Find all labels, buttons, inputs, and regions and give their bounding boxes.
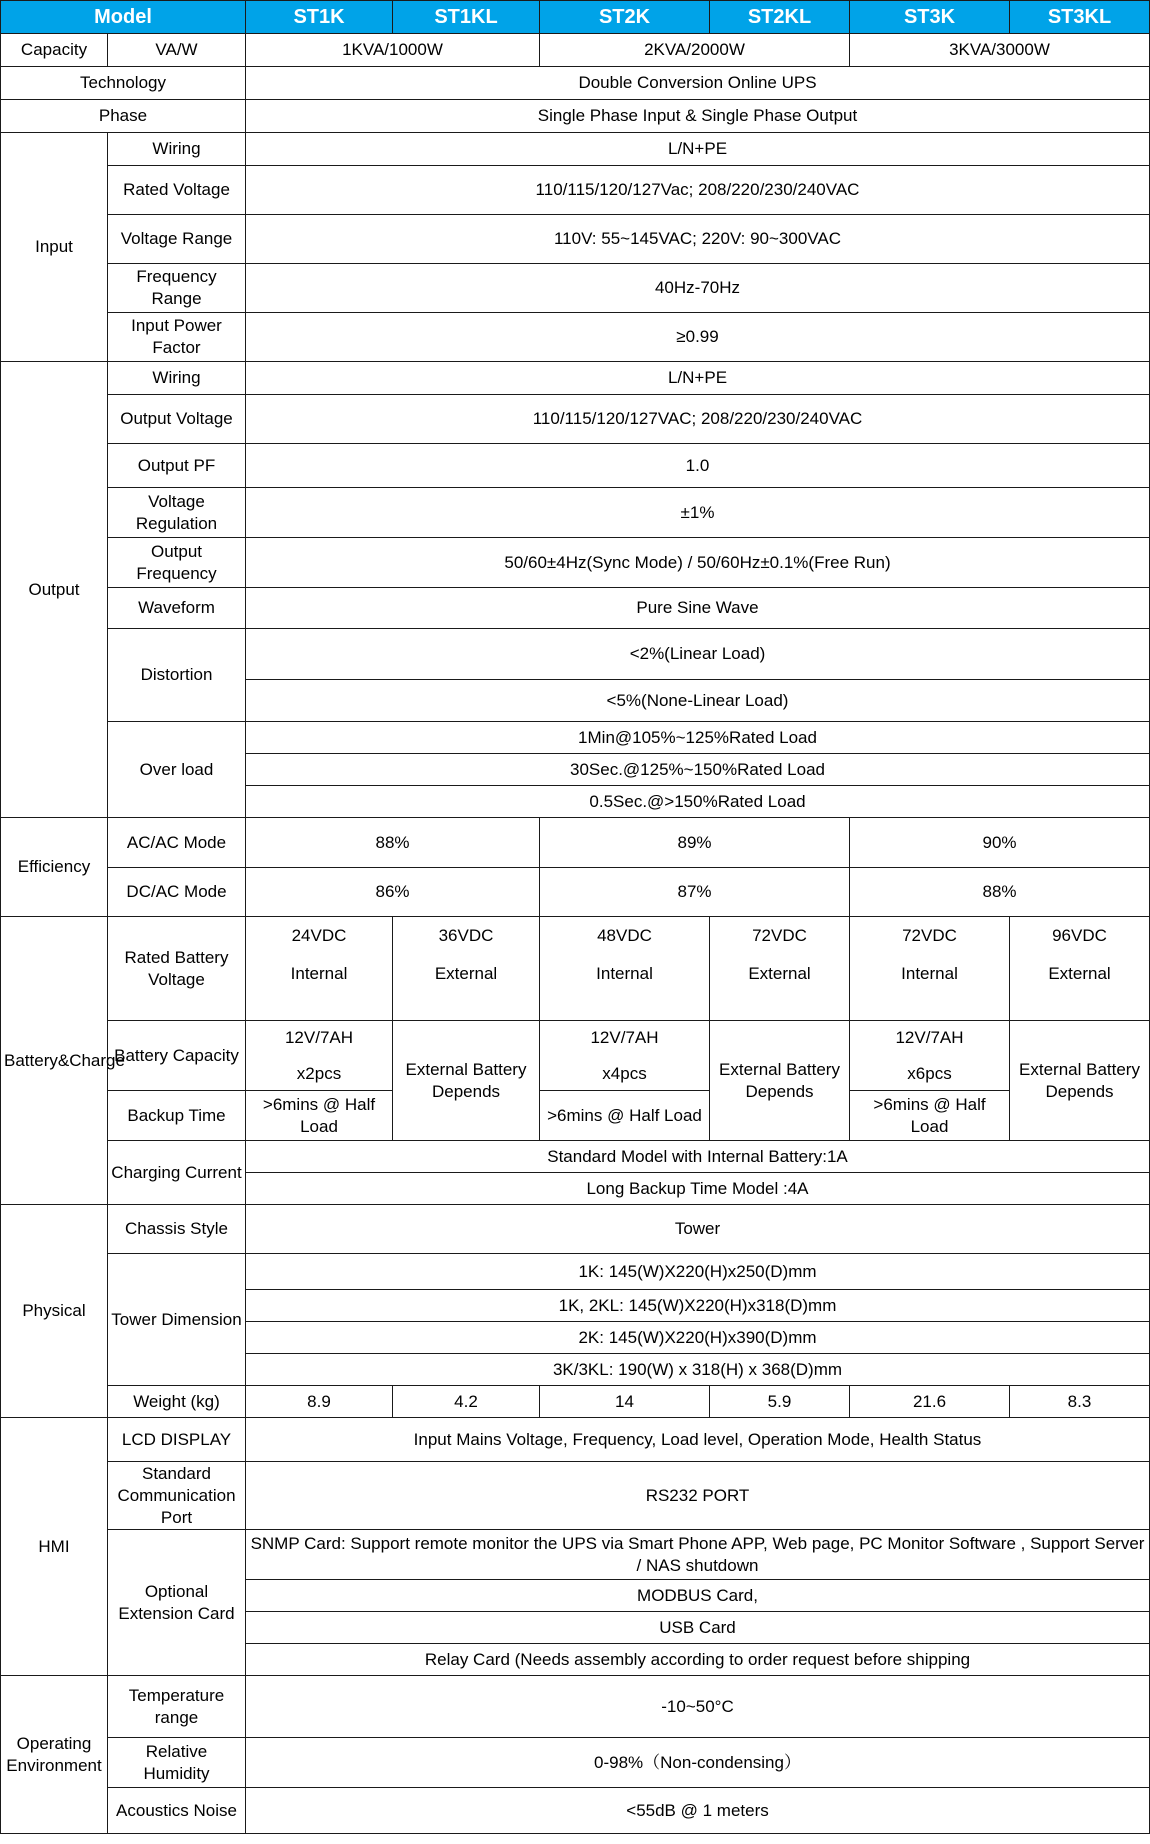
output-frequency-value: 50/60±4Hz(Sync Mode) / 50/60Hz±0.1%(Free Run)	[246, 538, 1150, 588]
model-st3kl: ST3KL	[1010, 1, 1150, 34]
output-regulation-value: ±1%	[246, 488, 1150, 538]
battery-rated-st1kl	[393, 917, 540, 1021]
input-frequency-range-row	[1, 264, 1150, 313]
output-overload-1: 1Min@105%~125%Rated Load	[246, 722, 1150, 754]
battery-rated-voltage-label: Rated Battery Voltage	[108, 917, 246, 1021]
battery-external-st3kl: External Battery Depends	[1010, 1021, 1150, 1141]
battery-backup-st1k: >6mins @ Half Load	[246, 1091, 393, 1141]
battery-capacity-st3k	[850, 1021, 1010, 1091]
efficiency-dcac-3k: 88%	[850, 868, 1150, 917]
output-pf-row	[1, 444, 1150, 488]
env-temp-value: -10~50°C	[246, 1676, 1150, 1738]
battery-capacity-label: Battery Capacity	[108, 1021, 246, 1091]
physical-dimension-2: 1K, 2KL: 145(W)X220(H)x318(D)mm	[246, 1290, 1150, 1322]
phase-row	[1, 100, 1150, 133]
efficiency-dcac-2k: 87%	[540, 868, 850, 917]
output-voltage-label: Output Voltage	[108, 395, 246, 444]
battery-type-st1kl: External	[434, 964, 498, 983]
battery-voltage-st2k: 48VDC	[597, 926, 652, 945]
input-rated-voltage-row	[1, 166, 1150, 215]
output-voltage-value: 110/115/120/127VAC; 208/220/230/240VAC	[246, 395, 1150, 444]
technology-label: Technology	[1, 67, 246, 100]
hmi-lcd-row	[1, 1418, 1150, 1462]
output-overload-2: 30Sec.@125%~150%Rated Load	[246, 754, 1150, 786]
hmi-snmp-row	[1, 1530, 1150, 1580]
battery-backup-st2k: >6mins @ Half Load	[540, 1091, 710, 1141]
input-voltage-range-value: 110V: 55~145VAC; 220V: 90~300VAC	[246, 215, 1150, 264]
efficiency-acac-1k: 88%	[246, 818, 540, 868]
physical-dimension-3: 2K: 145(W)X220(H)x390(D)mm	[246, 1322, 1150, 1354]
efficiency-section-label: Efficiency	[1, 818, 108, 917]
battery-voltage-st2kl: 72VDC	[752, 926, 807, 945]
model-st2kl: ST2KL	[710, 1, 850, 34]
battery-voltage-st3k: 72VDC	[902, 926, 957, 945]
model-st1kl: ST1KL	[393, 1, 540, 34]
capacity-1k: 1KVA/1000W	[246, 34, 540, 67]
output-waveform-label: Waveform	[108, 588, 246, 629]
battery-type-st2k: Internal	[596, 964, 653, 983]
battery-voltage-st1k: 24VDC	[291, 926, 347, 945]
battery-capacity-count-1k: x2pcs	[296, 1063, 342, 1083]
weight-st2k: 14	[540, 1386, 710, 1418]
input-rated-voltage-label: Rated Voltage	[108, 166, 246, 215]
output-distortion-linear: <2%(Linear Load)	[246, 629, 1150, 680]
hmi-lcd-value: Input Mains Voltage, Frequency, Load level, Operation Mode, Health Status	[246, 1418, 1150, 1462]
battery-capacity-count-2k: x4pcs	[602, 1063, 647, 1083]
model-header: Model	[1, 1, 246, 34]
input-rated-voltage-value: 110/115/120/127Vac; 208/220/230/240VAC	[246, 166, 1150, 215]
physical-section-label: Physical	[1, 1205, 108, 1418]
output-waveform-value: Pure Sine Wave	[246, 588, 1150, 629]
output-wiring-value: L/N+PE	[246, 362, 1150, 395]
battery-rated-st2kl	[710, 917, 850, 1021]
technology-row	[1, 67, 1150, 100]
capacity-label: Capacity	[1, 34, 108, 67]
battery-capacity-spec-1k: 12V/7AH	[284, 1027, 354, 1047]
env-temp-row	[1, 1676, 1150, 1738]
physical-weight-label: Weight (kg)	[108, 1386, 246, 1418]
model-st3k: ST3K	[850, 1, 1010, 34]
physical-dimension-1: 1K: 145(W)X220(H)x250(D)mm	[246, 1254, 1150, 1290]
physical-dimension-row-1	[1, 1254, 1150, 1290]
weight-st1k: 8.9	[246, 1386, 393, 1418]
input-power-factor-row	[1, 313, 1150, 362]
battery-capacity-spec-2k: 12V/7AH	[590, 1027, 659, 1047]
battery-rated-st2k	[540, 917, 710, 1021]
env-section-label: Operating Environment	[1, 1676, 108, 1834]
model-st1k: ST1K	[246, 1, 393, 34]
battery-capacity-st1k	[246, 1021, 393, 1091]
output-pf-value: 1.0	[246, 444, 1150, 488]
output-wiring-label: Wiring	[108, 362, 246, 395]
efficiency-dcac-row	[1, 868, 1150, 917]
env-humidity-value: 0-98%（Non-condensing）	[246, 1738, 1150, 1788]
env-noise-value: <55dB @ 1 meters	[246, 1788, 1150, 1834]
battery-type-st2kl: External	[748, 964, 811, 983]
weight-st1kl: 4.2	[393, 1386, 540, 1418]
battery-section-label: Battery&Charge	[1, 917, 108, 1205]
env-noise-row	[1, 1788, 1150, 1834]
model-st2k: ST2K	[540, 1, 710, 34]
output-overload-label: Over load	[108, 722, 246, 818]
input-voltage-range-label: Voltage Range	[108, 215, 246, 264]
battery-type-st1k: Internal	[290, 964, 348, 983]
weight-st2kl: 5.9	[710, 1386, 850, 1418]
battery-rated-st3k	[850, 917, 1010, 1021]
battery-capacity-st2k	[540, 1021, 710, 1091]
phase-value: Single Phase Input & Single Phase Output	[246, 100, 1150, 133]
input-power-factor-value: ≥0.99	[246, 313, 1150, 362]
input-frequency-range-value: 40Hz-70Hz	[246, 264, 1150, 313]
output-distortion-label: Distortion	[108, 629, 246, 722]
input-frequency-range-label: Frequency Range	[108, 264, 246, 313]
battery-capacity-count-3k: x6pcs	[907, 1063, 952, 1083]
capacity-2k: 2KVA/2000W	[540, 34, 850, 67]
battery-backup-label: Backup Time	[108, 1091, 246, 1141]
hmi-ext-label: Optional Extension Card	[108, 1530, 246, 1676]
input-power-factor-label: Input Power Factor	[108, 313, 246, 362]
battery-backup-st3k: >6mins @ Half Load	[850, 1091, 1010, 1141]
env-humidity-row	[1, 1738, 1150, 1788]
battery-rated-voltage-row	[1, 917, 1150, 1021]
output-waveform-row	[1, 588, 1150, 629]
weight-st3k: 21.6	[850, 1386, 1010, 1418]
input-voltage-range-row	[1, 215, 1150, 264]
output-distortion-nonlinear: <5%(None-Linear Load)	[246, 680, 1150, 722]
battery-rated-st3kl	[1010, 917, 1150, 1021]
physical-weight-row	[1, 1386, 1150, 1418]
physical-dimension-4: 3K/3KL: 190(W) x 318(H) x 368(D)mm	[246, 1354, 1150, 1386]
hmi-comm-value: RS232 PORT	[246, 1462, 1150, 1530]
efficiency-dcac-1k: 86%	[246, 868, 540, 917]
battery-voltage-st3kl: 96VDC	[1052, 926, 1107, 945]
header-row	[1, 1, 1150, 34]
efficiency-acac-label: AC/AC Mode	[108, 818, 246, 868]
env-temp-label: Temperature range	[108, 1676, 246, 1738]
weight-st3kl: 8.3	[1010, 1386, 1150, 1418]
battery-type-st3kl: External	[1048, 964, 1111, 983]
physical-chassis-value: Tower	[246, 1205, 1150, 1254]
output-voltage-row	[1, 395, 1150, 444]
env-noise-label: Acoustics Noise	[108, 1788, 246, 1834]
output-frequency-row	[1, 538, 1150, 588]
input-wiring-value: L/N+PE	[246, 133, 1150, 166]
input-wiring-label: Wiring	[108, 133, 246, 166]
physical-chassis-row	[1, 1205, 1150, 1254]
hmi-relay-card: Relay Card (Needs assembly according to order request before shipping	[246, 1644, 1150, 1676]
hmi-section-label: HMI	[1, 1418, 108, 1676]
efficiency-acac-row	[1, 818, 1150, 868]
env-humidity-label: Relative Humidity	[108, 1738, 246, 1788]
battery-charging-standard: Standard Model with Internal Battery:1A	[246, 1141, 1150, 1173]
battery-charging-long: Long Backup Time Model :4A	[246, 1173, 1150, 1205]
battery-charging-row-1	[1, 1141, 1150, 1173]
output-section-label: Output	[1, 362, 108, 818]
physical-dimension-label: Tower Dimension	[108, 1254, 246, 1386]
hmi-modbus-card: MODBUS Card,	[246, 1580, 1150, 1612]
output-overload-row-1	[1, 722, 1150, 754]
output-wiring-row	[1, 362, 1150, 395]
hmi-comm-row	[1, 1462, 1150, 1530]
battery-external-st2kl: External Battery Depends	[710, 1021, 850, 1141]
battery-voltage-st1kl: 36VDC	[438, 926, 494, 945]
hmi-comm-label: Standard Communication Port	[108, 1462, 246, 1530]
output-regulation-row	[1, 488, 1150, 538]
efficiency-acac-3k: 90%	[850, 818, 1150, 868]
efficiency-dcac-label: DC/AC Mode	[108, 868, 246, 917]
capacity-3k: 3KVA/3000W	[850, 34, 1150, 67]
output-frequency-label: Output Frequency	[108, 538, 246, 588]
battery-backup-row	[1, 1091, 1150, 1141]
output-distortion-row-1	[1, 629, 1150, 680]
technology-value: Double Conversion Online UPS	[246, 67, 1150, 100]
hmi-usb-card: USB Card	[246, 1612, 1150, 1644]
input-section-label: Input	[1, 133, 108, 362]
output-regulation-label: Voltage Regulation	[108, 488, 246, 538]
battery-external-st1kl: External Battery Depends	[393, 1021, 540, 1141]
battery-capacity-spec-3k: 12V/7AH	[895, 1027, 964, 1047]
output-pf-label: Output PF	[108, 444, 246, 488]
physical-chassis-label: Chassis Style	[108, 1205, 246, 1254]
capacity-sub-label: VA/W	[108, 34, 246, 67]
input-wiring-row	[1, 133, 1150, 166]
capacity-row	[1, 34, 1150, 67]
efficiency-acac-2k: 89%	[540, 818, 850, 868]
hmi-lcd-label: LCD DISPLAY	[108, 1418, 246, 1462]
phase-label: Phase	[1, 100, 246, 133]
output-overload-3: 0.5Sec.@>150%Rated Load	[246, 786, 1150, 818]
battery-charging-label: Charging Current	[108, 1141, 246, 1205]
battery-rated-st1k	[246, 917, 393, 1021]
hmi-snmp-card: SNMP Card: Support remote monitor the UPS via Smart Phone APP, Web page, PC Monitor Software , Support Server / NAS shutdown	[246, 1530, 1150, 1580]
battery-capacity-row	[1, 1021, 1150, 1091]
battery-type-st3k: Internal	[901, 964, 958, 983]
